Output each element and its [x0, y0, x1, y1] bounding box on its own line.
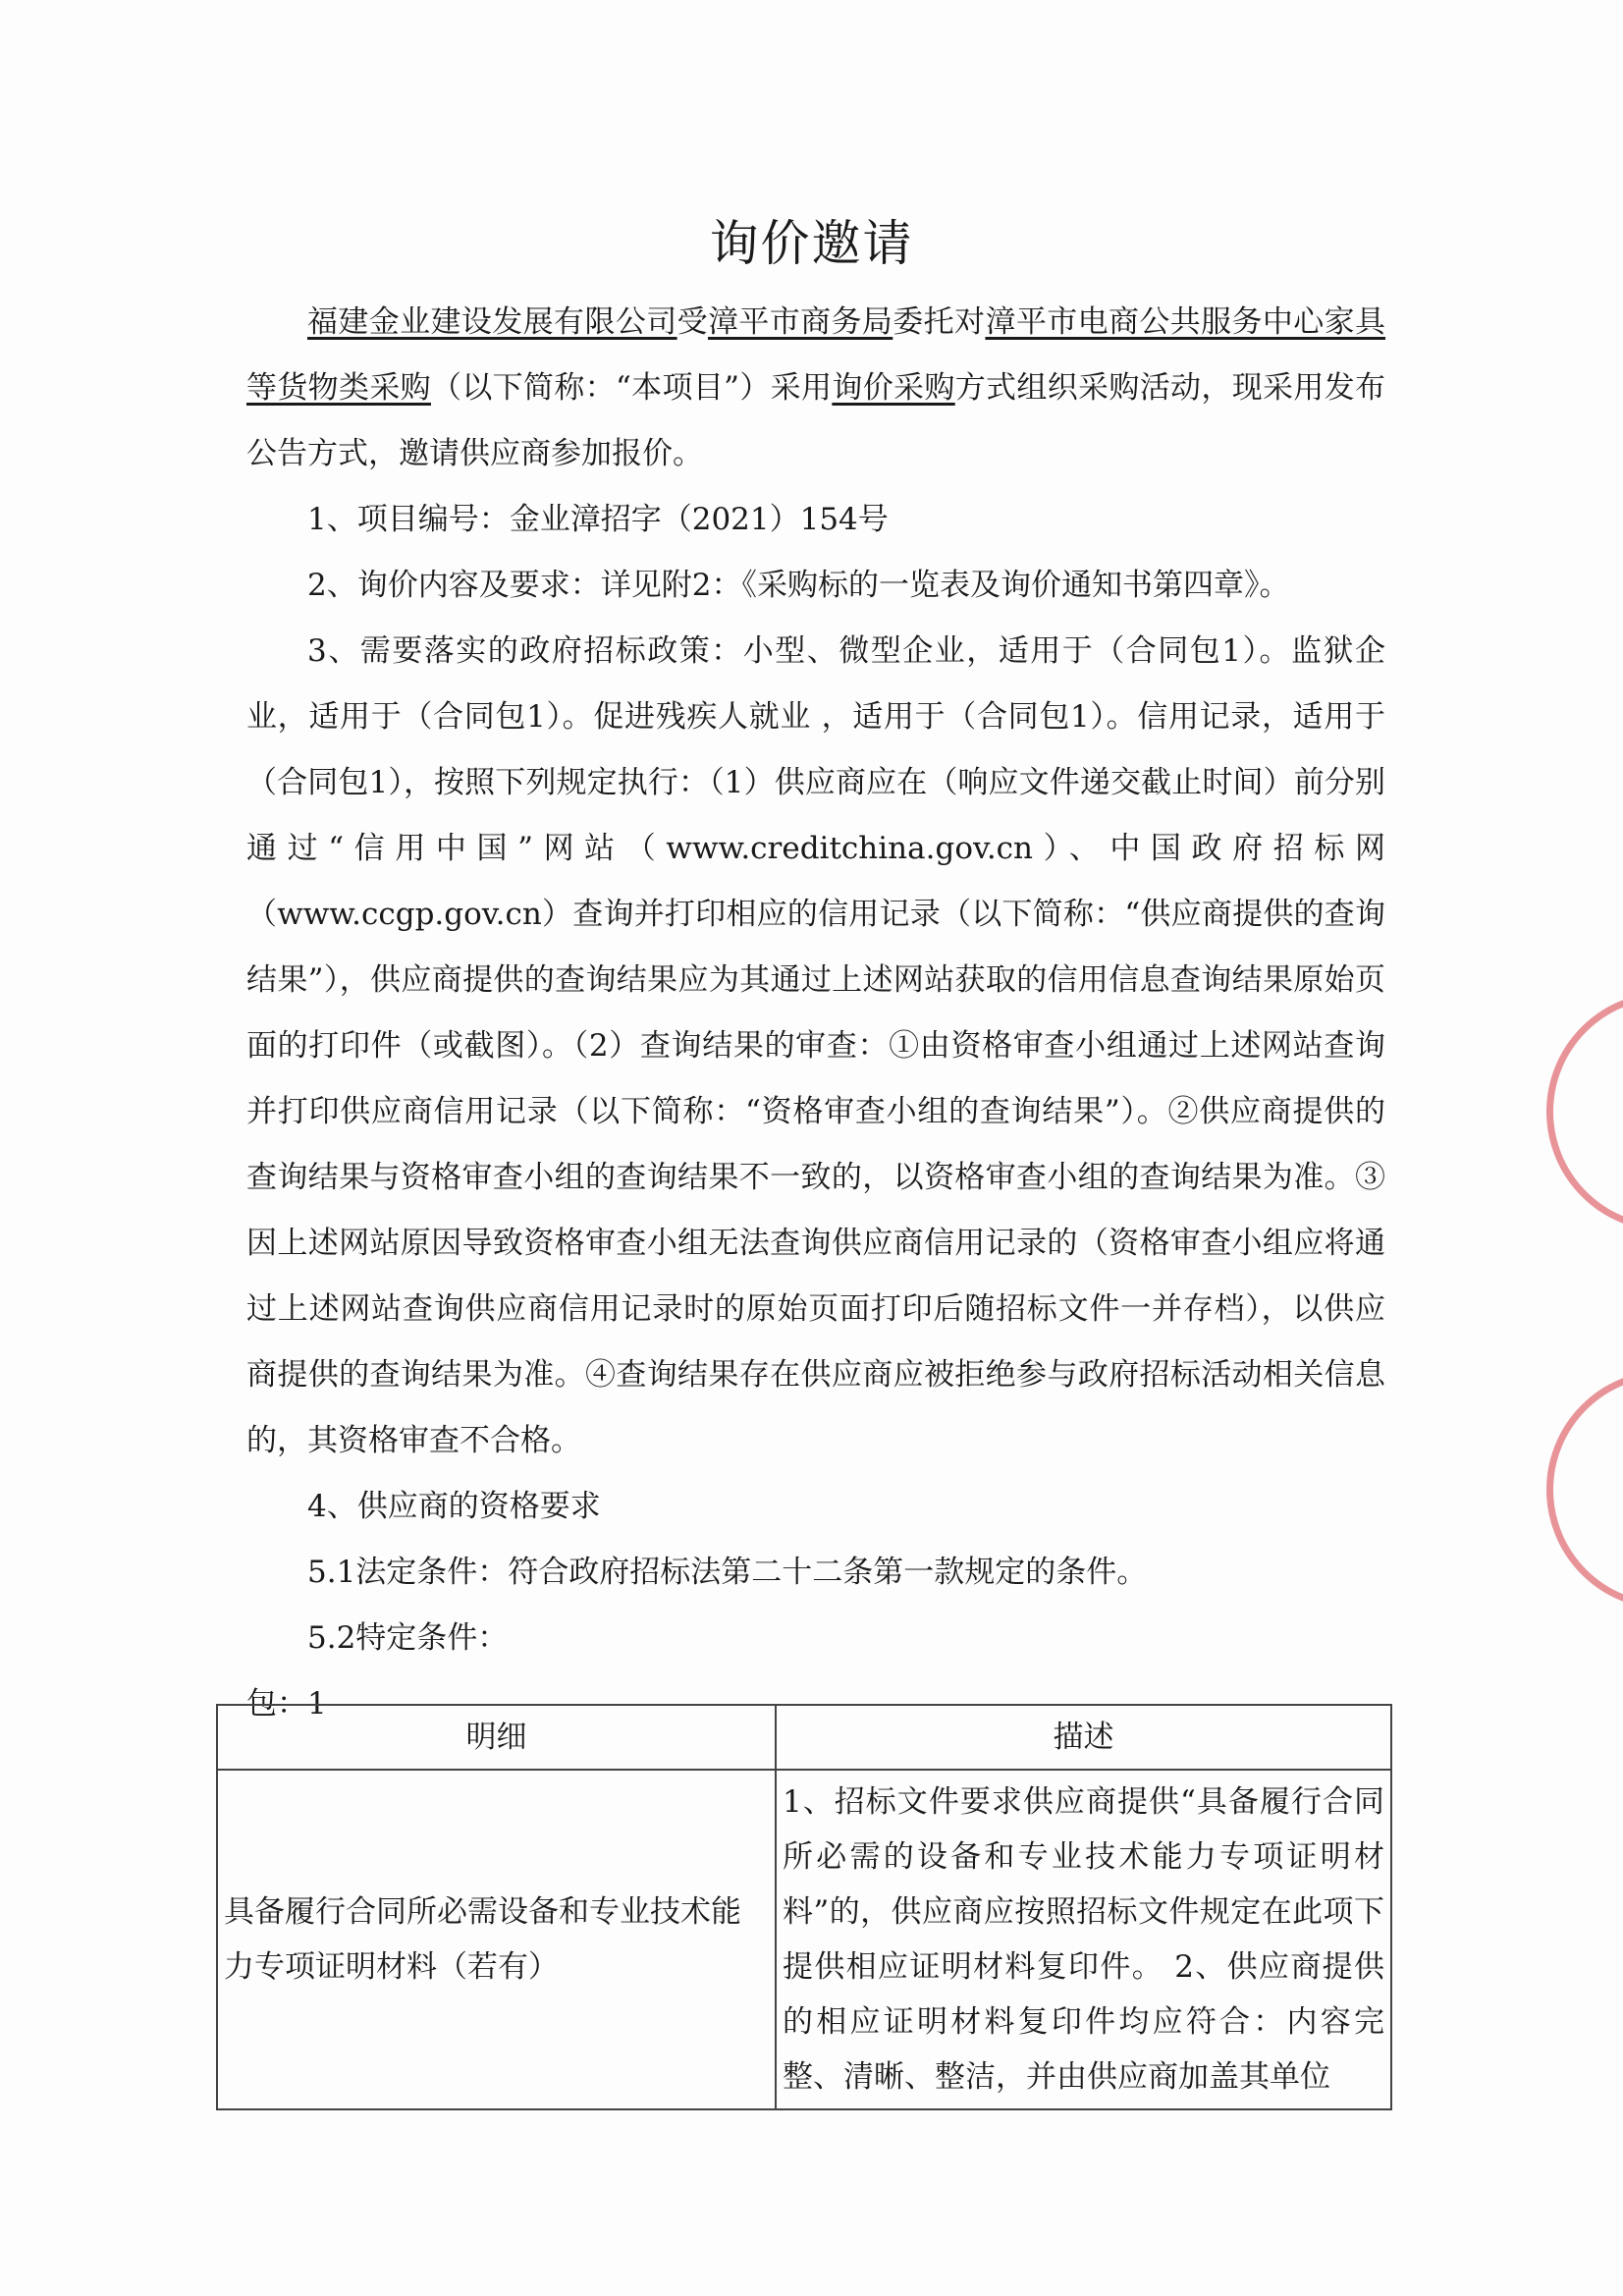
intro-text-3: （以下简称：“本项目”）采用: [431, 370, 833, 406]
requirements-table: [216, 1704, 1392, 2110]
header-description: 描述: [776, 1705, 1391, 1770]
red-seal-stamp: [1546, 1370, 1623, 1610]
document-body: [246, 290, 1385, 1737]
legal-conditions-paragraph: 5.1法定条件：符合政府招标法第二十二条第一款规定的条件。: [307, 1555, 1148, 1590]
red-seal-stamp: [1546, 992, 1623, 1231]
row-detail-cell: 具备履行合同所必需设备和专业技术能力专项证明材料（若有）: [217, 1770, 776, 2109]
package-label: 包：1: [246, 1686, 327, 1722]
intro-text-4: 方式组织采购活动，现采用发布公告方式，邀请供应商参加报价。: [246, 370, 1386, 471]
procurement-method: 询价采购: [832, 370, 955, 406]
agency-name: 福建金业建设发展有限公司: [307, 304, 677, 340]
intro-text-1: 受: [676, 304, 708, 340]
page-title: 询价邀请: [709, 215, 914, 272]
header-detail: 明细: [217, 1705, 776, 1770]
project-name: 漳平市电商公共服务中心家具等货物类采购: [246, 304, 1386, 406]
row-description-cell: 1、招标文件要求供应商提供“具备履行合同所必需的设备和专业技术能力专项证明材料”的，供应商应按照招标文件规定在此项下提供相应证明材料复印件。 2、供应商提供的相应证明材料复印件均应符合：内容完整、清晰、整洁，并由供应商加盖其单位: [776, 1770, 1391, 2109]
qualification-heading: 4、供应商的资格要求: [307, 1489, 601, 1524]
specific-conditions-paragraph: 5.2特定条件：: [307, 1620, 509, 1656]
table-header-row: [217, 1705, 1391, 1770]
intro-paragraph: [246, 290, 1385, 487]
policy-paragraph: 3、需要落实的政府招标政策：小型、微型企业，适用于（合同包1）。监狱企业，适用于（合同包1）。促进残疾人就业 ，适用于（合同包1）。信用记录，适用于（合同包1），按照下列规定执行：（1）供应商应在（响应文件递交截止时间）前分别通过“信用中国”网站（www.creditchina.gov.cn）、中国政府招标网（www.ccgp.gov.cn）查询并打印相应的信用记录（以下简称：“供应商提供的查询结果”），供应商提供的查询结果应为其通过上述网站获取的信用信息查询结果原始页面的打印件（或截图）。（2）查询结果的审查：①由资格审查小组通过上述网站查询并打印供应商信用记录（以下简称：“资格审查小组的查询结果”）。②供应商提供的查询结果与资格审查小组的查询结果不一致的，以资格审查小组的查询结果为准。③因上述网站原因导致资格审查小组无法查询供应商信用记录的（资格审查小组应将通过上述网站查询供应商信用记录时的原始页面打印后随招标文件一并存档），以供应商提供的查询结果为准。④查询结果存在供应商应被拒绝参与政府招标活动相关信息的，其资格审查不合格。: [246, 633, 1385, 1458]
inquiry-content-paragraph: 2、询价内容及要求：详见附2：《采购标的一览表及询价通知书第四章》。: [307, 568, 1290, 603]
intro-text-2: 委托对: [893, 304, 986, 340]
project-number-paragraph: 1、项目编号：金业漳招字（2021）154号: [307, 502, 889, 537]
client-name: 漳平市商务局: [707, 304, 893, 340]
table-row: [217, 1770, 1391, 2109]
